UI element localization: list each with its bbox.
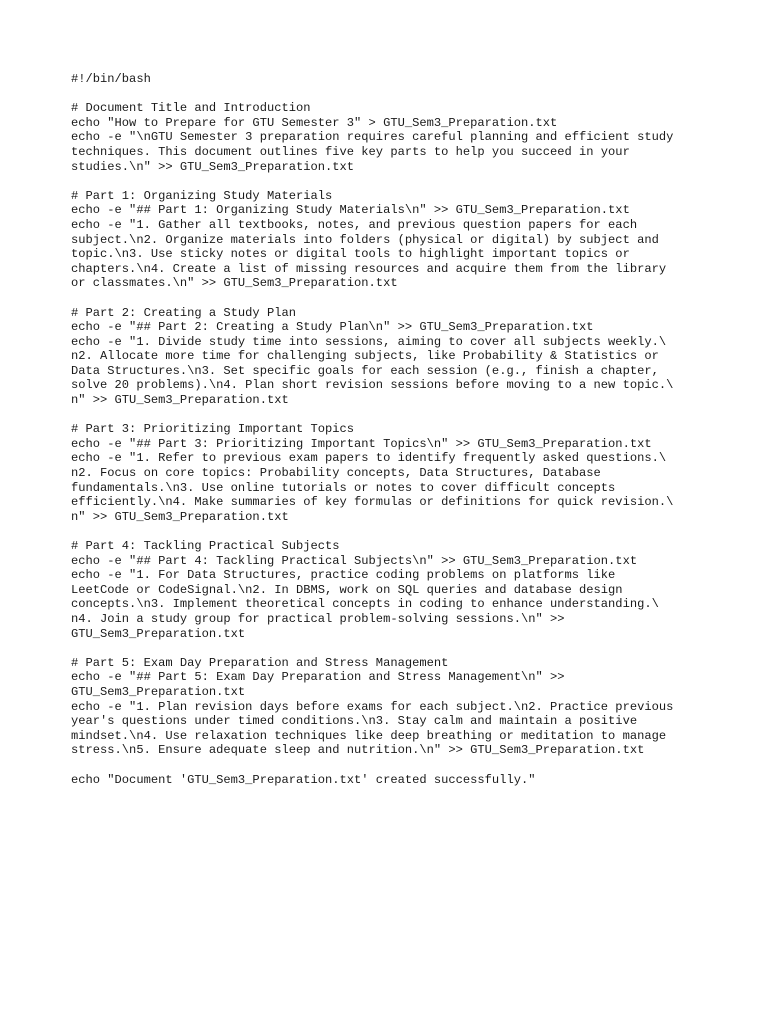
code-line: n" >> GTU_Sem3_Preparation.txt [71, 393, 289, 408]
intro-comment: # Document Title and Introduction [71, 101, 311, 116]
closing-line: echo "Document 'GTU_Sem3_Preparation.txt' created successfully." [71, 772, 536, 787]
part3-comment: # Part 3: Prioritizing Important Topics [71, 422, 355, 437]
code-line: echo "How to Prepare for GTU Semester 3" > GTU_Sem3_Preparation.txt [71, 115, 558, 130]
code-line: subject.\n2. Organize materials into folders (physical or digital) by subject and [71, 232, 659, 247]
part2-section [71, 306, 711, 408]
code-line: efficiently.\n4. Make summaries of key formulas or definitions for quick revision.\ [71, 495, 674, 510]
code-line: stress.\n5. Ensure adequate sleep and nutrition.\n" >> GTU_Sem3_Preparation.txt [71, 743, 645, 758]
code-line: echo -e "\nGTU Semester 3 preparation requires careful planning and efficient study [71, 130, 674, 145]
blank-line [71, 87, 711, 102]
code-line: echo -e "## Part 5: Exam Day Preparation and Stress Management\n" >> [71, 670, 565, 685]
blank-line [71, 758, 711, 773]
code-line: echo -e "## Part 4: Tackling Practical Subjects\n" >> GTU_Sem3_Preparation.txt [71, 553, 638, 568]
blank-line [71, 524, 711, 539]
code-line: echo -e "## Part 1: Organizing Study Materials\n" >> GTU_Sem3_Preparation.txt [71, 203, 630, 218]
code-line: solve 20 problems).\n4. Plan short revision sessions before moving to a new topic.\ [71, 378, 674, 393]
blank-line [71, 408, 711, 423]
code-line: or classmates.\n" >> GTU_Sem3_Preparation.txt [71, 276, 398, 291]
code-line: GTU_Sem3_Preparation.txt [71, 626, 246, 641]
part1-comment: # Part 1: Organizing Study Materials [71, 188, 333, 203]
code-line: Data Structures.\n3. Set specific goals for each session (e.g., finish a chapter, [71, 363, 659, 378]
code-line: echo -e "## Part 2: Creating a Study Plan\n" >> GTU_Sem3_Preparation.txt [71, 320, 594, 335]
part1-section [71, 189, 711, 291]
code-line: LeetCode or CodeSignal.\n2. In DBMS, work on SQL queries and database design [71, 582, 623, 597]
code-line: studies.\n" >> GTU_Sem3_Preparation.txt [71, 159, 355, 174]
code-line: echo -e "1. Plan revision days before exams for each subject.\n2. Practice previous [71, 699, 674, 714]
blank-line [71, 291, 711, 306]
part4-section [71, 539, 711, 641]
code-line: echo -e "## Part 3: Prioritizing Important Topics\n" >> GTU_Sem3_Preparation.txt [71, 436, 652, 451]
part5-comment: # Part 5: Exam Day Preparation and Stress Management [71, 655, 449, 670]
script-document [71, 72, 711, 787]
code-line: n" >> GTU_Sem3_Preparation.txt [71, 509, 289, 524]
code-line: year's questions under timed conditions.\n3. Stay calm and maintain a positive [71, 714, 638, 729]
code-line: fundamentals.\n3. Use online tutorials or notes to cover difficult concepts [71, 480, 616, 495]
part4-comment: # Part 4: Tackling Practical Subjects [71, 539, 340, 553]
code-line: echo -e "1. For Data Structures, practice coding problems on platforms like [71, 568, 616, 583]
shebang-line: #!/bin/bash [71, 72, 151, 86]
code-line: n2. Allocate more time for challenging subjects, like Probability & Statistics or [71, 349, 659, 364]
blank-line [71, 174, 711, 189]
code-line: chapters.\n4. Create a list of missing resources and acquire them from the library [71, 261, 667, 276]
code-line: echo -e "1. Refer to previous exam papers to identify frequently asked questions.\ [71, 451, 667, 466]
blank-line [71, 641, 711, 656]
intro-section [71, 101, 711, 174]
code-line: echo -e "1. Divide study time into sessions, aiming to cover all subjects weekly.\ [71, 334, 667, 349]
code-line: n2. Focus on core topics: Probability concepts, Data Structures, Database [71, 466, 601, 481]
part5-section [71, 656, 711, 758]
part3-section [71, 422, 711, 524]
code-line: topic.\n3. Use sticky notes or digital tools to highlight important topics or [71, 247, 630, 262]
code-line: echo -e "1. Gather all textbooks, notes, and previous question papers for each [71, 217, 638, 232]
code-line: GTU_Sem3_Preparation.txt [71, 684, 246, 699]
code-line: n4. Join a study group for practical problem-solving sessions.\n" >> [71, 611, 565, 626]
code-line: mindset.\n4. Use relaxation techniques like deep breathing or meditation to manage [71, 728, 667, 743]
code-line: concepts.\n3. Implement theoretical concepts in coding to enhance understanding.\ [71, 597, 659, 612]
part2-comment: # Part 2: Creating a Study Plan [71, 305, 296, 320]
code-line: techniques. This document outlines five key parts to help you succeed in your [71, 144, 630, 159]
